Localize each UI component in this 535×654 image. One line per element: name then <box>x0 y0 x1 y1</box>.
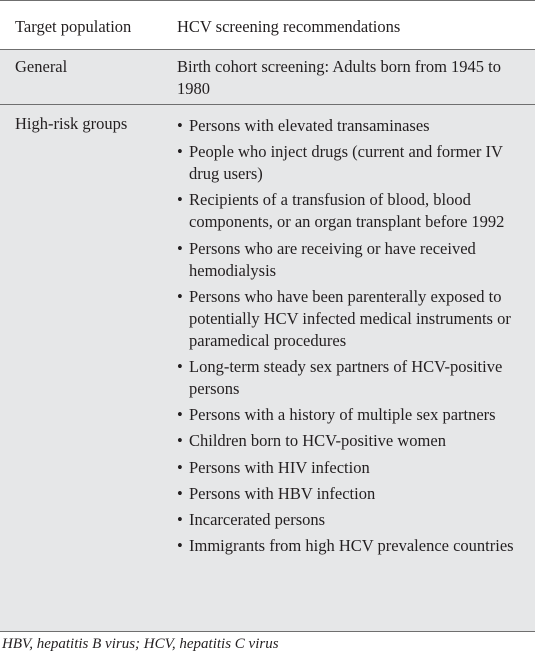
general-label: General <box>15 57 68 76</box>
bullet-icon: • <box>177 509 183 529</box>
bullet-icon: • <box>177 483 183 503</box>
list-item <box>177 356 529 400</box>
header-hcv-screening-recommendations: HCV screening recommendations <box>177 17 401 36</box>
list-item-text: Incarcerated persons <box>189 509 326 529</box>
list-item <box>177 430 529 452</box>
list-item-text: Persons with HBV infection <box>189 483 376 503</box>
bullet-icon: • <box>177 405 183 425</box>
table-row-high-risk <box>0 105 535 632</box>
high-risk-label: High-risk groups <box>15 114 128 133</box>
bullet-icon: • <box>177 238 183 258</box>
list-item-text: Persons with HIV infection <box>189 457 370 477</box>
list-item-text: Persons who have been parenterally exposed to potentially HCV infected medical instruments or paramedical procedures <box>189 286 511 350</box>
list-item-text: Immigrants from high HCV prevalence countries <box>189 536 514 556</box>
list-item-text: Recipients of a transfusion of blood, blood components, or an organ transplant before 1992 <box>189 190 505 232</box>
list-item <box>177 509 529 531</box>
list-item <box>177 404 529 426</box>
bullet-icon: • <box>177 142 183 162</box>
list-item-text: Long-term steady sex partners of HCV-positive persons <box>189 356 503 398</box>
bullet-icon: • <box>177 190 183 210</box>
header-target-population: Target population <box>15 17 132 36</box>
table-row-general <box>0 50 535 105</box>
bullet-icon: • <box>177 431 183 451</box>
list-item-text: Persons with a history of multiple sex partners <box>189 405 496 425</box>
list-item <box>177 115 529 137</box>
bullet-icon: • <box>177 536 183 556</box>
list-item-text: Persons with elevated transaminases <box>189 116 430 135</box>
list-item <box>177 141 529 185</box>
bullet-icon: • <box>177 457 183 477</box>
bullet-icon: • <box>177 286 183 306</box>
list-item-text: People who inject drugs (current and former IV drug users) <box>189 142 503 184</box>
bullet-icon: • <box>177 116 183 135</box>
high-risk-list <box>177 115 529 561</box>
list-item <box>177 535 529 557</box>
list-item <box>177 238 529 282</box>
table-footnote: HBV, hepatitis B virus; HCV, hepatitis C virus <box>2 636 279 652</box>
general-recommendation: Birth cohort screening: Adults born from 1945 to 1980 <box>177 57 501 98</box>
list-item <box>177 189 529 233</box>
list-item-text: Children born to HCV-positive women <box>189 431 446 451</box>
table-header-row <box>0 0 535 50</box>
list-item-text: Persons who are receiving or have received hemodialysis <box>189 238 476 280</box>
bullet-icon: • <box>177 356 183 376</box>
list-item <box>177 457 529 479</box>
list-item <box>177 286 529 352</box>
list-item <box>177 483 529 505</box>
